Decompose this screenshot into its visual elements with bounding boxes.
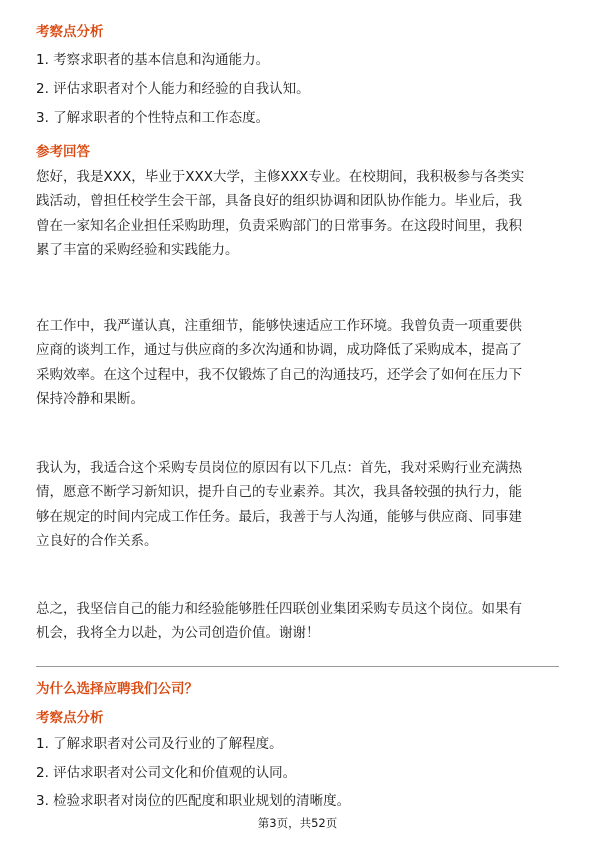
analysis-heading: 考察点分析 — [36, 710, 104, 726]
answer-paragraph-4 — [36, 597, 560, 646]
paragraph-line: 保持冷静和果断。 — [36, 390, 144, 407]
paragraph-line: 我认为，我适合这个采购专员岗位的原因有以下几点：首先，我对采购行业充满热 — [36, 460, 522, 476]
paragraph-line: 总之，我坚信自己的能力和经验能够胜任四联创业集团采购专员这个岗位。如果有 — [36, 601, 522, 617]
analysis-item-2: 2. 评估求职者对个人能力和经验的自我认知。 — [36, 81, 310, 97]
question-title: 为什么选择应聘我们公司？ — [36, 681, 198, 697]
paragraph-line: 曾在一家知名企业担任采购助理，负责采购部门的日常事务。在这段时间里，我积 — [36, 217, 522, 234]
answer-paragraph-3 — [36, 456, 560, 553]
paragraph-line: 您好，我是XXX，毕业于XXX大学，主修XXX专业。在校期间，我积极参与各类实 — [36, 169, 525, 185]
analysis-item-1: 1. 了解求职者对公司及行业的了解程度。 — [36, 736, 283, 752]
answer-paragraph-1 — [36, 165, 560, 262]
answer-heading: 参考回答 — [36, 144, 90, 160]
paragraph-line: 采购效率。在这个过程中，我不仅锻炼了自己的沟通技巧，还学会了如何在压力下 — [36, 366, 522, 383]
paragraph-line: 践活动，曾担任校学生会干部，具备良好的组织协调和团队协作能力。毕业后，我 — [36, 193, 522, 210]
section-divider — [36, 666, 559, 667]
analysis-heading: 考察点分析 — [36, 24, 104, 40]
answer-paragraph-2 — [36, 314, 560, 411]
page-number: 第3页，共52页 — [257, 816, 338, 830]
paragraph-line: 在工作中，我严谨认真，注重细节，能够快速适应工作环境。我曾负责一项重要供 — [36, 318, 522, 334]
paragraph-line: 应商的谈判工作，通过与供应商的多次沟通和协调，成功降低了采购成本，提高了 — [36, 342, 522, 359]
analysis-item-1: 1. 考察求职者的基本信息和沟通能力。 — [36, 52, 270, 68]
analysis-item-3: 3. 检验求职者对岗位的匹配度和职业规划的清晰度。 — [36, 793, 351, 809]
paragraph-line: 够在规定的时间内完成工作任务。最后，我善于与人沟通，能够与供应商、同事建 — [36, 508, 522, 525]
paragraph-line: 情，愿意不断学习新知识，提升自己的专业素养。其次，我具备较强的执行力，能 — [36, 484, 522, 501]
analysis-item-3: 3. 了解求职者的个性特点和工作态度。 — [36, 110, 270, 126]
analysis-item-2: 2. 评估求职者对公司文化和价值观的认同。 — [36, 765, 297, 781]
paragraph-line: 机会，我将全力以赴，为公司创造价值。谢谢！ — [36, 625, 320, 642]
paragraph-line: 累了丰富的采购经验和实践能力。 — [36, 241, 239, 258]
paragraph-line: 立良好的合作关系。 — [36, 532, 158, 549]
